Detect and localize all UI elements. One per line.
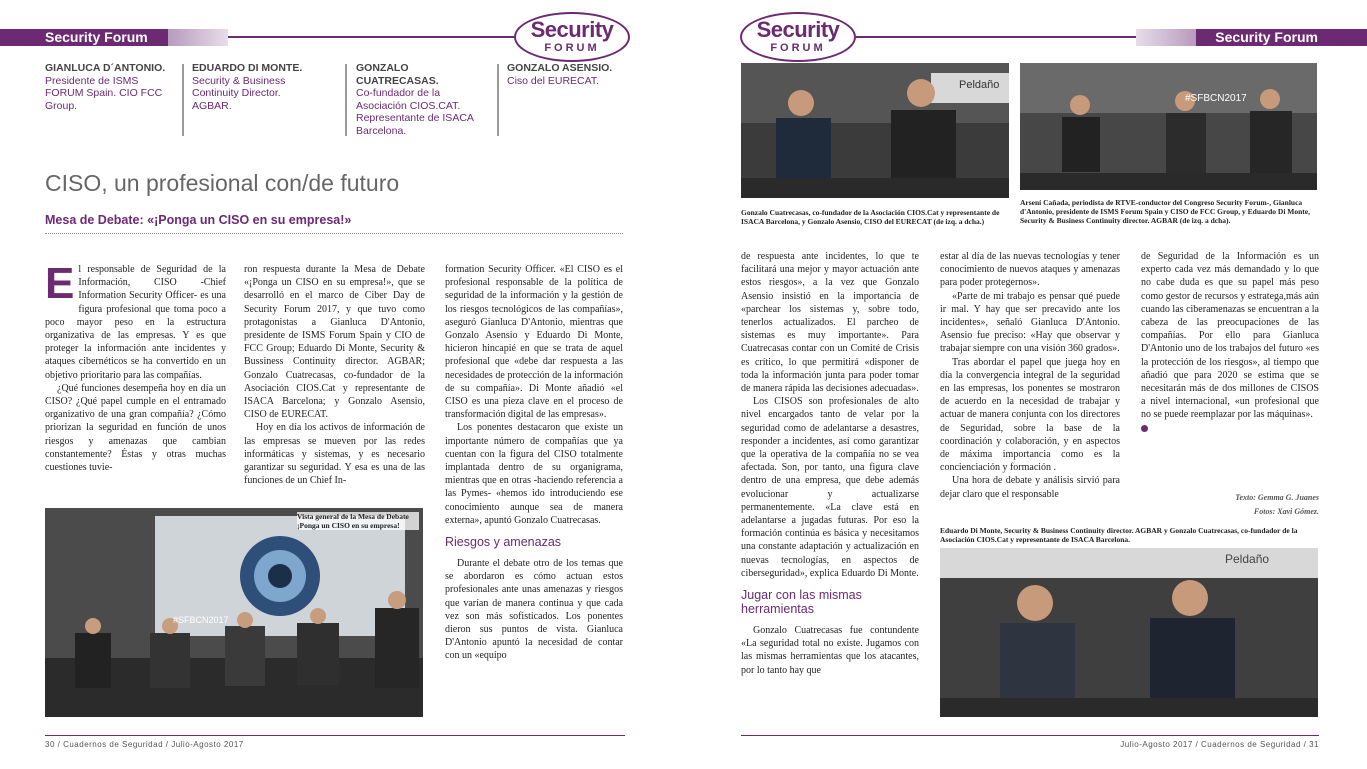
paragraph: Los ponentes destacaron que existe un importante número de compañías que ya cuentan con la figura del CISO totalmente implantada dentro de su organigrama, mientras que en otras -haciendo referencia a las Pymes- «hemos ido introduciendo ese conocimiento aunque sea de manera externa», apuntó Gonzalo Cuatrecasas.	[445, 422, 623, 526]
paragraph: ¿Qué funciones desempeña hoy en día un CISO? ¿Qué papel cumple en el entramado organizativo de una gran compañía? ¿Cómo priorizan la seguridad en función de unos riesgos y amenazas que cambian constantemente? Éstas y otras muchas cuestiones tuvie-	[45, 382, 226, 474]
column-6	[1141, 250, 1319, 435]
participant-name: EDUARDO DI MONTE.	[192, 62, 303, 74]
photo-canada-dantonio-dimonte	[1020, 63, 1317, 190]
title-divider	[45, 233, 623, 234]
column-1	[45, 259, 226, 474]
participant-role: Presidente de ISMS FORUM Spain. CIO FCC Group.	[45, 74, 163, 112]
credit-text: Texto: Gemma G. Juanes	[1235, 493, 1319, 502]
photo3-hashtag-sign: #SFBCN2017	[1185, 93, 1247, 104]
credit-photos: Fotos: Xavi Gómez.	[1253, 507, 1319, 516]
photo-debate-overview	[45, 508, 423, 717]
paragraph: l responsable de Seguridad de la Información, CISO -Chief Information Security Officer- es una figura profesional que toma poco a poco mayor peso en la estructura organizativa de las empresas. Y es que proteger la información ante incidentes y ataques cibernéticos se ha convertido en un objetivo prioritario para las compañías.	[45, 264, 226, 381]
caption-photo-3: Arsení Cañada, periodista de RTVE-conductor del Congreso Security Forum-, Gianluca d'Antonio, presidente de ISMS Forum Spain y CISO de FCC Group, y Eduardo Di Monte, Security & Business Continuity director. AGBAR (de izq. a dcha).	[1020, 198, 1310, 225]
participant-3	[356, 62, 486, 137]
header-band-right	[1136, 29, 1367, 46]
section-label-right: Security Forum	[1215, 29, 1318, 45]
photo4-peldano-sign: Peldaño	[1225, 552, 1270, 566]
section-label-left: Security Forum	[45, 29, 148, 45]
participant-name: GONZALO CUATRECASAS.	[356, 62, 439, 87]
photo-dimonte-cuatrecasas	[940, 548, 1318, 717]
drop-cap: E	[45, 259, 75, 308]
paragraph: estar al día de las nuevas tecnologías y tener conocimiento de nuevos ataques y amenazas para poder protegernos».	[940, 251, 1120, 289]
participant-divider	[345, 64, 347, 136]
rule-right	[856, 36, 1136, 38]
security-forum-logo-left	[514, 12, 630, 62]
footer-left: 30 / Cuadernos de Seguridad / Julio-Agosto 2017	[45, 740, 244, 749]
column-3	[445, 263, 623, 663]
column-4	[741, 250, 919, 677]
paragraph: Los CISOS son profesionales de alto nivel encargados tanto de velar por la seguridad como de adelantarse a desastres, responder a incidentes, así como garantizar que la operativa de la compañía no se vea afectada. Son, por tanto, una figura clave dentro de una empresa, que debe además evolucionar y actualizarse permanentemente. «La clave está en adelantarse a jugadas futuras. Por eso la formación continúa es básica y necesitamos una constante adaptación y actualización en nuevas tecnologías, en aspectos de ciberseguridad», explica Eduardo Di Monte.	[741, 396, 919, 579]
column-2	[244, 263, 425, 487]
caption-photo-2: Gonzalo Cuatrecasas, co-fundador de la Asociación CIOS.Cat y representante de ISACA Barcelona, y Gonzalo Asensio, CISO del EURECAT (de izq. a dcha.)	[741, 208, 1000, 226]
photo-debate-overview-art	[45, 508, 423, 717]
photo2-peldano-sign: Peldaño	[959, 79, 1000, 91]
participant-divider	[182, 64, 184, 136]
participant-4	[507, 62, 627, 87]
header-band-left-mask	[228, 29, 520, 46]
header-band-right-mask	[856, 29, 1136, 46]
footer-right: Julio-Agosto 2017 / Cuadernos de Seguridad / 31	[1120, 740, 1319, 749]
end-of-article-bullet-icon	[1141, 425, 1148, 432]
photo-cuatrecasas-asensio	[741, 63, 1009, 198]
participant-role: Security & Business Continuity Director. AGBAR.	[192, 74, 286, 112]
caption-photo-4: Eduardo Di Monte, Security & Business Continuity director. AGBAR y Gonzalo Cuatrecasas, co-fundador de la Asociación CIOS.Cat y representante de ISACA Barcelona.	[940, 526, 1298, 544]
logo-left-line2: FORUM	[544, 42, 600, 54]
paragraph: formation Security Officer. «El CISO es el profesional responsable de la política de seguridad de la información y la gestión de los riesgos tecnológicos de las compañías», aseguró Gianluca D'Antonio, mientras que Gonzalo Asensio y Eduardo Di Monte, hicieron hincapié en que se trata de aquel profesional que «debe dar respuesta a las necesidades de protección de la información de su compañía». Di Monte añadió «el CISO es una pieza clave en el proceso de transformación digital de las empresas».	[445, 264, 623, 421]
photo-hashtag-sign: #SFBCN2017	[173, 615, 229, 625]
paragraph: Gonzalo Cuatrecasas fue contundente «La seguridad total no existe. Jugamos con las mismas herramientas que los atacantes, por lo tanto hay que	[741, 625, 919, 676]
logo-right-line1: Security	[756, 17, 840, 42]
participant-role: Ciso del EURECAT.	[507, 74, 599, 87]
footer-rule-right	[741, 735, 1319, 736]
article-title: CISO, un profesional con/de futuro	[45, 170, 400, 196]
column-5	[940, 250, 1120, 501]
paragraph: Una hora de debate y análisis sirvió para dejar claro que el responsable	[940, 475, 1120, 500]
paragraph: de respuesta ante incidentes, lo que te facilitará una mejor y mayor actuación ante estos riesgos», a la vez que Gonzalo Asensio insistió en la importancia de «parchear los sistemas y, sobre todo, tenerlos actualizados. El parcheo de sistemas es muy importante». Para Cuatrecasas contar con un Comité de Crisis es crítico, lo que permitirá «disponer de toda la información junta para poder tomar de manera rápida las decisiones adecuadas».	[741, 251, 919, 395]
paragraph: Durante el debate otro de los temas que se abordaron es cómo actuan estos profesionales ante unas amenazas y riesgos que varían de manera continua y que cada vez son más sofisticados. Los ponentes dieron sus puntos de vista. Gianluca D'Antonio apuntó la necesidad de contar con un «equipo	[445, 558, 623, 662]
section-heading-riesgos: Riesgos y amenazas	[445, 535, 562, 550]
participant-role: Co-fundador de la Asociación CIOS.CAT. Representante de ISACA Barcelona.	[356, 87, 474, 137]
paragraph: Hoy en día los activos de información de las empresas se mueven por las redes informáticas y sistemas, y es necesario garantizar su seguridad. Y esa es una de las funciones de un Chief In-	[244, 422, 425, 487]
security-forum-logo-right	[740, 12, 856, 62]
footer-rule-left	[45, 735, 625, 736]
article-subtitle: Mesa de Debate: «¡Ponga un CISO en su empresa!»	[45, 213, 352, 227]
section-heading-jugar: Jugar con las mismas herramientas	[741, 588, 862, 617]
photo-dimonte-cuatrecasas-art	[940, 548, 1318, 717]
participant-1	[45, 62, 175, 112]
participant-name: GONZALO ASENSIO.	[507, 62, 613, 74]
paragraph: «Parte de mi trabajo es pensar qué puede ir mal. Y hay que ser precavido ante los incidentes», señaló Gianluca D'Antonio. Asensio fue preciso: «Hay que observar y trabajar siempre con una visión 360 grados».	[940, 290, 1120, 355]
paragraph: de Seguridad de la Información es un experto cada vez más demandado y lo que no cabe duda es que su papel más peso como gestor de recursos y estratega,más aún cuando las ciberamenazas se encuentran a la cabeza de las preocupaciones de las compañías. Por ello para Gianluca D'Antonio uno de los trabajos del futuro «es la protección de los riesgos», al tiempo que añadió que para 2020 se estima que se necesitarán más de dos millones de CISOS a nivel internacional, «un profesional que no se puede reemplazar por las máquinas».	[1141, 251, 1319, 421]
participant-divider	[497, 64, 499, 136]
logo-right-line2: FORUM	[770, 42, 826, 54]
paragraph: Tras abordar el papel que juega hoy en día la convergencia integral de la seguridad en las empresas, los ponentes se mostraron de acuerdo en la necesidad de trabajar y actuar de manera conjunta con los directores de Seguridad, sobre la base de la coordinación y colaboración, y en aspectos de máxima importancia como es la concienciación y formación .	[940, 356, 1120, 474]
band-gradient-left	[168, 29, 228, 46]
paragraph: ron respuesta durante la Mesa de Debate «¡Ponga un CISO en su empresa!», que se desarrolló en el marco de Ciber Day de Security Forum 2017, y que tuvo como protagonistas a Gianluca D'Antonio, presidente de ISMS Forum Spain y CIO de FCC Group; Eduardo Di Monte, Security & Bussiness Continuity director. AGBAR; Gonzalo Cuatrecasas, co-fundador de la Asociación CIOS.Cat y representante de ISACA Barcelona; y Gonzalo Asensio, CISO de EURECAT.	[244, 264, 425, 421]
logo-left-line1: Security	[530, 17, 614, 42]
participant-name: GIANLUCA D´ANTONIO.	[45, 62, 166, 74]
band-gradient-right	[1136, 29, 1196, 46]
photo-canada-dantonio-dimonte-art	[1020, 63, 1317, 190]
caption-photo-1: Vista general de la Mesa de Debate ¡Ponga un CISO en su empresa!	[297, 512, 419, 530]
rule-left	[228, 36, 520, 38]
participant-2	[192, 62, 322, 112]
